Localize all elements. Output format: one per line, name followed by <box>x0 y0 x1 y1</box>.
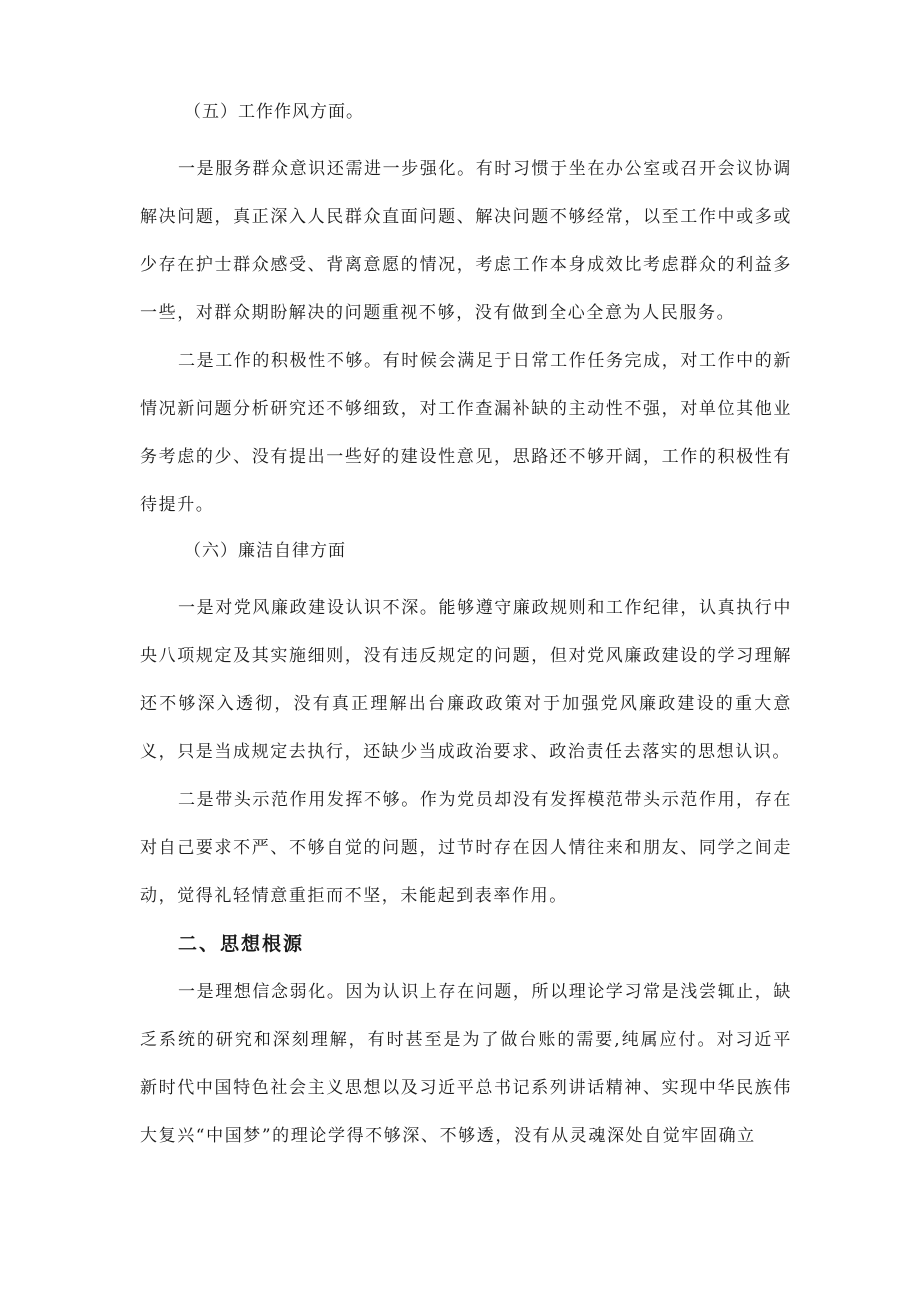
section-5-title: （五）工作作风方面。 <box>184 102 364 122</box>
section-6-paragraph-2: 二是带头示范作用发挥不够。作为党员却没有发挥模范带头示范作用，存在对自己要求不严、不够自觉的问题，过节时存在因人情往来和朋友、同学之间走动，觉得礼轻情意重拒而不坚，未能起到表率作用。 <box>140 790 792 906</box>
section-5-paragraph-1: 一是服务群众意识还需进一步强化。有时习惯于坐在办公室或召开会议协调解决问题，真正深入人民群众直面问题、解决问题不够经常，以至工作中或多或少存在护士群众感受、背离意愿的情况，考虑工作本身成效比考虑群众的利益多一些，对群众期盼解决的问题重视不够，没有做到全心全意为人民服务。 <box>140 159 792 323</box>
roots-paragraph-1: 一是理想信念弱化。因为认识上存在问题，所以理论学习常是浅尝辄止，缺乏系统的研究和深刻理解，有时甚至是为了做台账的需要,纯属应付。对习近平新时代中国特色社会主义思想以及习近平总书记系列讲话精神、实现中华民族伟大复兴“中国梦”的理论学得不够深、不够透，没有从灵魂深处自觉牢固确立 <box>140 982 792 1146</box>
section-6-title: （六）廉洁自律方面 <box>184 541 346 561</box>
section-5-paragraph-2: 二是工作的积极性不够。有时候会满足于日常工作任务完成，对工作中的新情况新问题分析研究还不够细致，对工作查漏补缺的主动性不强，对单位其他业务考虑的少、没有提出一些好的建设性意见，思路还不够开阔，工作的积极性有待提升。 <box>140 351 792 515</box>
heading-thought-roots: 二、思想根源 <box>178 933 305 955</box>
section-6-paragraph-1: 一是对党风廉政建设认识不深。能够遵守廉政规则和工作纪律，认真执行中央八项规定及其实施细则，没有违反规定的问题，但对党风廉政建设的学习理解还不够深入透彻，没有真正理解出台廉政政策对于加强党风廉政建设的重大意义，只是当成规定去执行，还缺少当成政治要求、政治责任去落实的思想认识。 <box>140 598 792 762</box>
